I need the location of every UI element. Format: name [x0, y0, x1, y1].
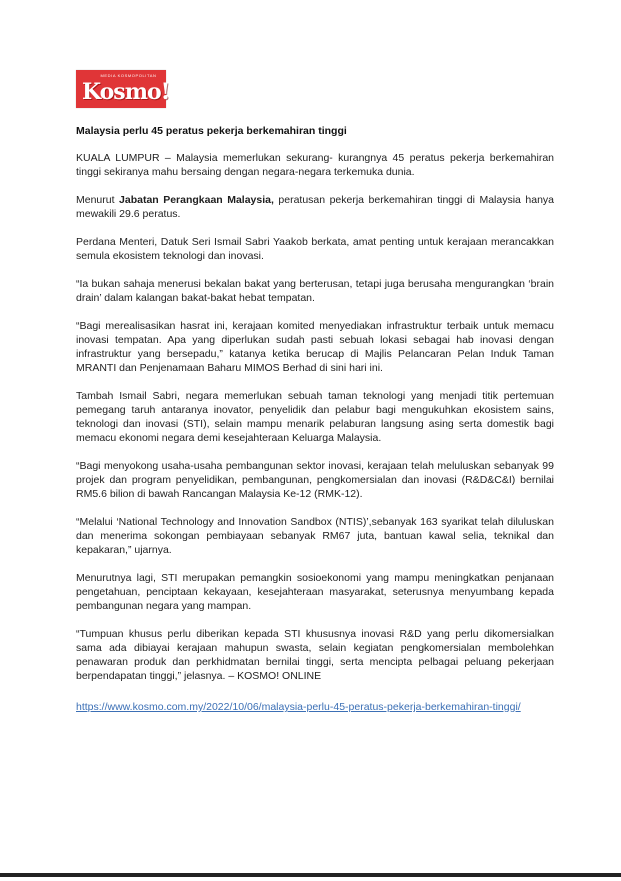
paragraph-statistics-rest: peratusan pekerja berkemahiran tinggi di Malaysia hanya mewakili 29.6 peratus.: [76, 194, 554, 220]
bottom-border: [0, 873, 621, 877]
paragraph-infrastructure: “Bagi merealisasikan hasrat ini, kerajaan komited menyediakan infrastruktur terbaik untuk memacu inovasi tempatan. Apa yang diperlukan sudah pasti sebuah lokasi sebagai hab inovasi dengan infrastruktur yang bersepadu,” katanya ketika berucap di Majlis Pelancaran Pelan Induk Taman MRANTI dan Penjenamaan Baharu MIMOS Berhad di sini hari ini.: [76, 320, 554, 374]
article-source-link[interactable]: https://www.kosmo.com.my/2022/10/06/malaysia-perlu-45-peratus-pekerja-berkemahiran-tinggi/: [76, 701, 521, 713]
paragraph-brain-drain: “Ia bukan sahaja menerusi bekalan bakat yang berterusan, tetapi juga berusaha mengurangkan ‘brain drain’ dalam kalangan bakat-bakat hebat tempatan.: [76, 278, 554, 304]
logo-wordmark: Kosmo!: [82, 79, 170, 105]
document-page: [76, 70, 554, 715]
article-headline: Malaysia perlu 45 peratus pekerja berkemahiran tinggi: [76, 125, 347, 137]
paragraph-ntis: “Melalui ‘National Technology and Innovation Sandbox (NTIS)’,sebanyak 163 syarikat telah diluluskan dan menerima sokongan pembiayaan sebanyak RM67 juta, bantuan kawal selia, teknikal dan kepakaran,” ujarnya.: [76, 516, 554, 556]
paragraph-pm-statement: Perdana Menteri, Datuk Seri Ismail Sabri Yaakob berkata, amat penting untuk kerajaan merancakkan semula ekosistem teknologi dan inovasi.: [76, 236, 554, 262]
paragraph-dateline: KUALA LUMPUR – Malaysia memerlukan sekurang- kurangnya 45 peratus pekerja berkemahiran tinggi sekiranya mahu bersaing dengan negara-negara terkemuka dunia.: [76, 152, 554, 178]
kosmo-logo: [76, 70, 170, 108]
logo-tagline: MEDIA KOSMOPOLITAN: [100, 73, 157, 78]
paragraph-statistics-prefix: Menurut: [76, 194, 120, 206]
paragraph-rnd-projects: “Bagi menyokong usaha-usaha pembangunan sektor inovasi, kerajaan telah meluluskan sebanyak 99 projek dan program penyelidikan, pembangunan, pengkomersialan dan inovasi (R&D&C&I) bernilai RM5.6 bilion di bawah Rancangan Malaysia Ke-12 (RMK-12).: [76, 460, 554, 500]
paragraph-sti-catalyst: Menurutnya lagi, STI merupakan pemangkin sosioekonomi yang mampu meningkatkan penjanaan pengetahuan, penciptaan kekayaan, kesejahteraan masyarakat, seterusnya menyumbang kepada pembangunan negara yang mampan.: [76, 572, 554, 612]
paragraph-technology-park: Tambah Ismail Sabri, negara memerlukan sebuah taman teknologi yang menjadi titik pertemuan pemegang taruh antaranya inovator, penyelidik dan pelabur bagi mengukuhkan ekosistem sains, teknologi dan inovasi (STI), selain mampu menarik pelaburan langsung asing serta domestik bagi memacu ekonomi negara demi kesejahteraan Keluarga Malaysia.: [76, 390, 554, 444]
paragraph-statistics: [76, 193, 554, 221]
paragraph-commercialisation: “Tumpuan khusus perlu diberikan kepada STI khususnya inovasi R&D yang perlu dikomersialkan sama ada dibiayai kerajaan mahupun swasta, selain kegiatan pengkomersialan membolehkan penawaran produk dan perkhidmatan bernilai tinggi, serta mencipta pelbagai peluang pekerjaan berpendapatan tinggi,” jelasnya. – KOSMO! ONLINE: [76, 628, 554, 682]
paragraph-statistics-bold: Jabatan Perangkaan Malaysia,: [119, 194, 274, 206]
